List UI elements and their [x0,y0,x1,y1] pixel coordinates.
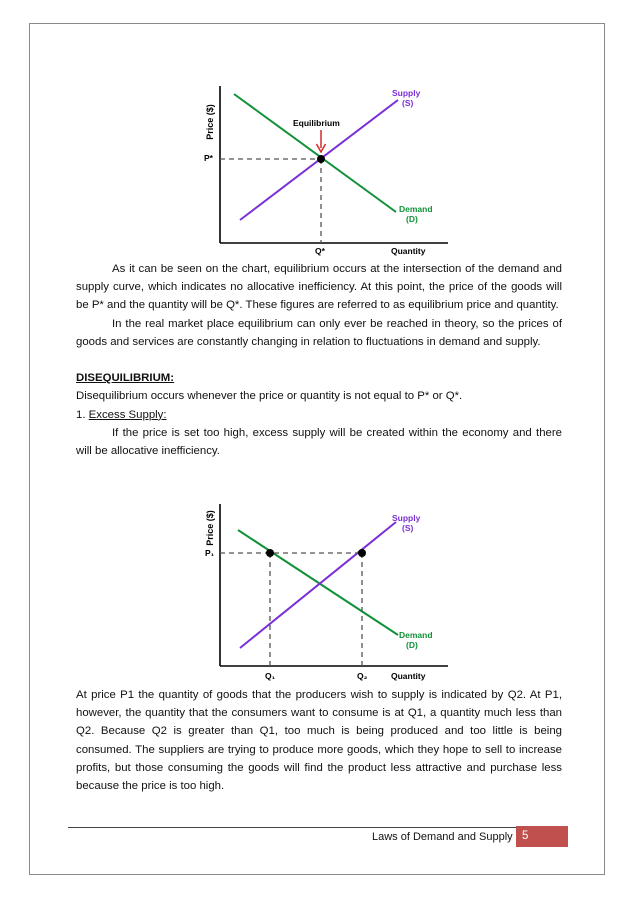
footer-title: Laws of Demand and Supply [372,831,513,843]
demand-symbol: (D) [406,640,418,650]
page-number: 5 [516,826,568,847]
x-axis-label: Quantity [391,246,426,256]
supply-symbol: (S) [402,98,414,108]
q2-tick-label: Q₂ [357,671,368,681]
demand-point-q1 [266,549,274,557]
demand-symbol: (D) [406,214,418,224]
supply-label: Supply [392,513,421,523]
equilibrium-chart [190,80,460,260]
subheading-text: Excess Supply: [88,408,167,421]
paragraph-price-p1: At price P1 the quantity of goods that the producers wish to supply is indicated by Q2. At P1, however, the quantity that the consumers want to consume is at Q1, a quantity much less than Q2. Because Q2 is greater than Q1, too much is being produced and too little is being consumed. The suppliers are trying to produce more goods, which they hope to sell to increase profits, but those consuming the goods will find the product less attractive and purchase less because the price is too high. [76,689,562,793]
heading-disequilibrium [76,369,562,387]
demand-curve [238,530,398,635]
supply-label: Supply [392,88,421,98]
subheading-excess-supply [76,406,562,424]
text-block-1 [76,260,562,460]
demand-label: Demand [399,204,433,214]
supply-point-q2 [358,549,366,557]
supply-symbol: (S) [402,523,414,533]
paragraph-disequilibrium: Disequilibrium occurs whenever the price or quantity is not equal to P* or Q*. [76,390,463,403]
price-tick-label: P₁ [205,548,215,558]
equilibrium-point [317,155,325,163]
supply-curve [240,522,396,648]
demand-curve [234,94,396,212]
paragraph-excess-supply: If the price is set too high, excess supply will be created within the economy and there will be allocative inefficiency. [76,426,562,458]
quantity-tick-label: Q* [315,246,325,256]
spacer [76,351,562,369]
heading-text: DISEQUILIBRIUM: [76,372,175,385]
y-axis-label: Price ($) [205,510,215,546]
equilibrium-label: Equilibrium [293,118,340,128]
x-axis-label: Quantity [391,671,426,681]
price-tick-label: P* [204,153,213,163]
paragraph-real-market: In the real market place equilibrium can only ever be reached in theory, so the prices of goods and services are constantly changing in relation to fluctuations in demand and supply. [76,317,562,348]
text-block-2 [76,686,562,795]
excess-supply-chart [190,496,460,686]
q1-tick-label: Q₁ [265,671,276,681]
list-number: 1. [76,408,86,421]
paragraph-equilibrium: As it can be seen on the chart, equilibrium occurs at the intersection of the demand and supply curve, which indicates no allocative inefficiency. At this point, the price of the goods will be P* and the quantity will be Q*. These figures are referred to as equilibrium price and quantity. [76,263,562,312]
y-axis-label: Price ($) [205,104,215,140]
footer-divider [68,827,516,828]
demand-label: Demand [399,630,433,640]
